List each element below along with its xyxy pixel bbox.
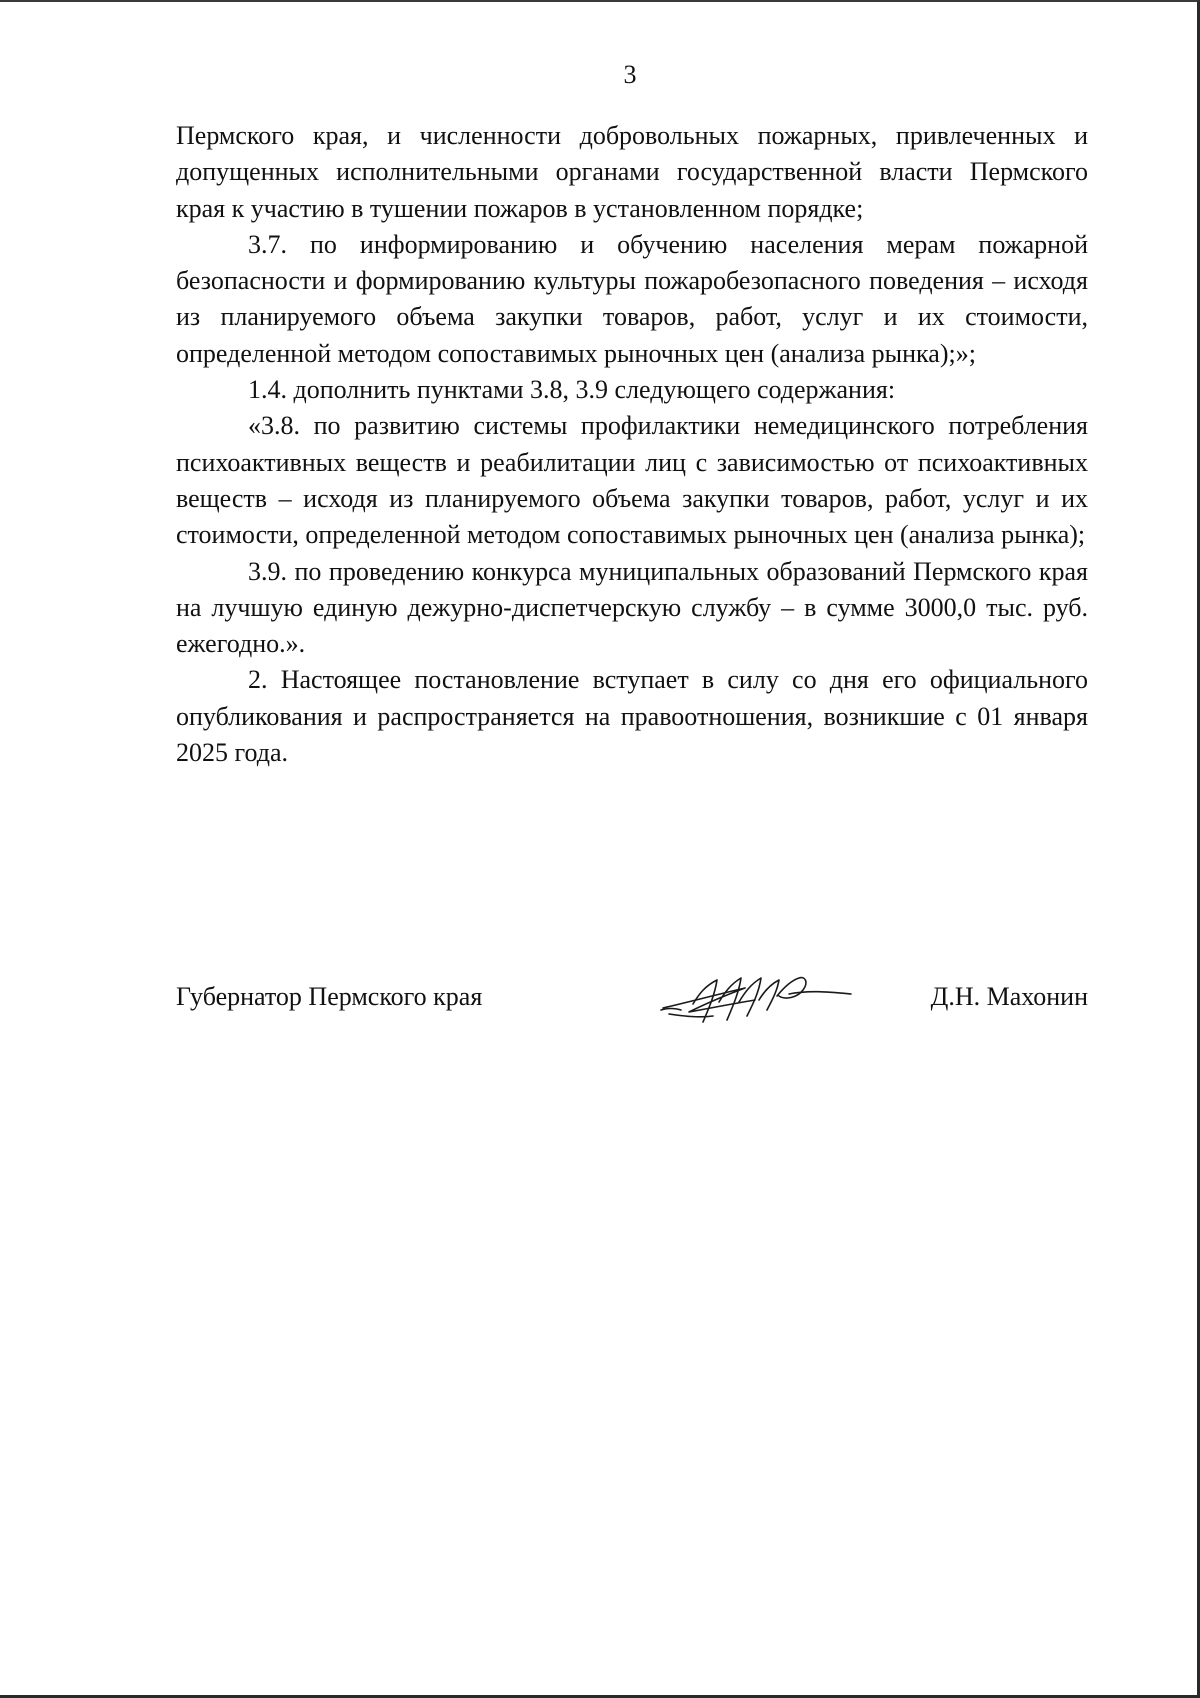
paragraph-item-3-7: 3.7. по информированию и обучению населения мерам пожарной безопасности и формированию культуры пожаробезопасного поведения – исходя из планируемого объема закупки товаров, работ, услуг и их стоимости, определенной методом сопоставимых рыночных цен (анализа рынка);»; bbox=[176, 229, 1088, 368]
paragraph-item-2: 2. Настоящее постановление вступает в силу со дня его официального опубликования и распространяется на правоотношения, возникшие с 01 января 2025 года. bbox=[176, 665, 1088, 768]
paragraph-continuation: Пермского края, и численности добровольных пожарных, привлеченных и допущенных исполнительными органами государственной власти Пермского края к участию в тушении пожаров в установленном порядке; bbox=[176, 121, 1088, 223]
paragraph-item-1-4: 1.4. дополнить пунктами 3.8, 3.9 следующего содержания: bbox=[248, 375, 896, 405]
signature-block bbox=[176, 982, 1088, 1032]
signatory-name: Д.Н. Махонин bbox=[930, 982, 1088, 1011]
signatory-title: Губернатор Пермского края bbox=[176, 982, 483, 1011]
page-number: 3 bbox=[623, 60, 637, 89]
handwritten-signature-icon bbox=[659, 964, 859, 1032]
document-body bbox=[176, 118, 1088, 771]
paragraph-item-3-8: «3.8. по развитию системы профилактики немедицинского потребления психоактивных веществ и реабилитации лиц с зависимостью от психоактивных веществ – исходя из планируемого объема закупки товаров, работ, услуг и их стоимости, определенной методом сопоставимых рыночных цен (анализа рынка); bbox=[176, 411, 1088, 550]
paragraph-item-3-9: 3.9. по проведению конкурса муниципальных образований Пермского края на лучшую единую дежурно-диспетчерскую службу – в сумме 3000,0 тыс. руб. ежегодно.». bbox=[176, 556, 1088, 659]
